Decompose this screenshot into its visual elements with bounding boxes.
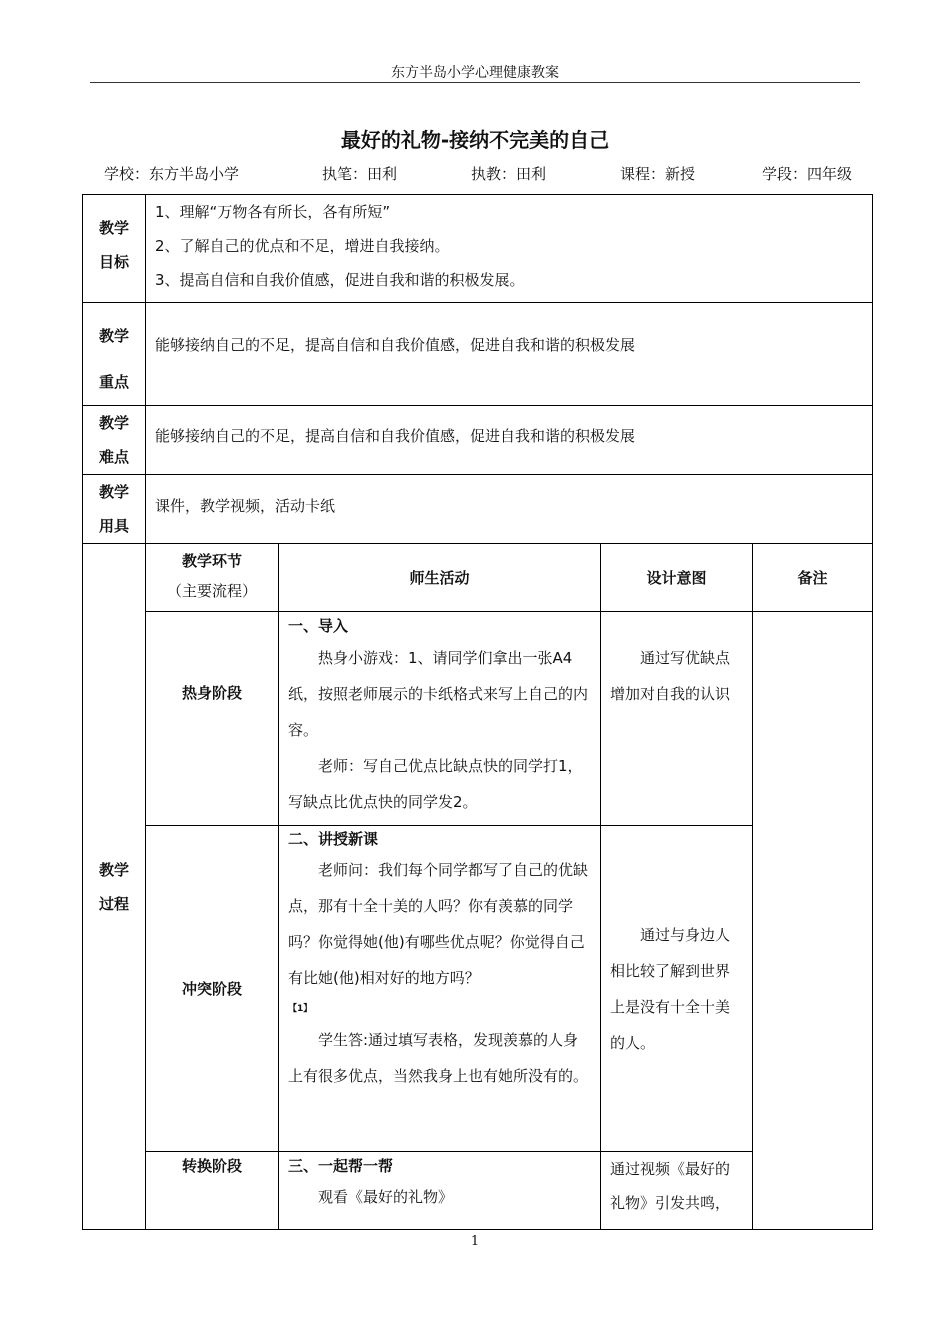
page-number: 1 xyxy=(470,1234,480,1249)
tools-row xyxy=(83,475,873,544)
goal-item: 2、了解自己的优点和不足，增进自我接纳。 xyxy=(155,237,450,255)
note-header: 备注 xyxy=(753,544,873,612)
activity-cell xyxy=(279,826,601,1152)
activity-header: 师生活动 xyxy=(279,544,601,612)
page-header: 东方半岛小学心理健康教案 xyxy=(90,64,860,83)
stage-cell: 冲突阶段 xyxy=(146,826,279,1152)
info-writer: 执笔：田利 xyxy=(322,165,398,183)
goal-item: 1、理解“万物各有所长，各有所短” xyxy=(155,203,391,221)
intent-header: 设计意图 xyxy=(601,544,753,612)
goals-content xyxy=(146,195,873,303)
key-label: 教学 重点 xyxy=(83,303,146,406)
intent-cell: 通过与身边人相比较了解到世界上是没有十全十美的人。 xyxy=(601,826,753,1152)
stage-header: 教学环节 （主要流程） xyxy=(146,544,279,612)
activity-cell xyxy=(279,1152,601,1230)
tools-label: 教学 用具 xyxy=(83,475,146,544)
process-row-warmup xyxy=(83,612,873,826)
difficulty-label: 教学 难点 xyxy=(83,406,146,475)
tools-content: 课件，教学视频，活动卡纸 xyxy=(146,475,873,544)
goals-row xyxy=(83,195,873,303)
stage-cell: 热身阶段 xyxy=(146,612,279,826)
goals-label: 教学 目标 xyxy=(83,195,146,303)
info-course: 课程：新授 xyxy=(620,165,696,183)
activity-heading: 一、导入 xyxy=(288,617,349,635)
process-header-row xyxy=(83,544,873,612)
info-grade: 学段：四年级 xyxy=(762,165,853,183)
note-cell xyxy=(753,612,873,1230)
intent-cell: 通过写优缺点增加对自我的认识 xyxy=(601,612,753,826)
difficulty-content: 能够接纳自己的不足，提高自信和自我价值感，促进自我和谐的积极发展 xyxy=(146,406,873,475)
key-content: 能够接纳自己的不足，提高自信和自我价值感，促进自我和谐的积极发展 xyxy=(146,303,873,406)
activity-heading: 二、讲授新课 xyxy=(288,830,379,848)
key-row xyxy=(83,303,873,406)
goal-item: 3、提高自信和自我价值感，促进自我和谐的积极发展。 xyxy=(155,271,525,289)
lesson-plan-table xyxy=(82,194,873,1230)
difficulty-row xyxy=(83,406,873,475)
activity-paragraph: 老师问：我们每个同学都写了自己的优缺点，那有十全十美的人吗？你有羡慕的同学吗？你觉得她(他)有哪些优点呢？你觉得自己有比她(他)相对好的地方吗？ xyxy=(288,861,589,987)
info-teacher: 执教：田利 xyxy=(471,165,547,183)
process-label: 教学 过程 xyxy=(83,544,146,1230)
info-school: 学校：东方半岛小学 xyxy=(104,165,240,183)
activity-cell xyxy=(279,612,601,826)
activity-paragraph: 观看《最好的礼物》 xyxy=(318,1188,454,1206)
activity-paragraph: 热身小游戏：1、请同学们拿出一张A4纸，按照老师展示的卡纸格式来写上自己的内容。 xyxy=(288,649,589,739)
document-title: 最好的礼物-接纳不完美的自己 xyxy=(340,128,610,152)
intent-cell: 通过视频《最好的礼物》引发共鸣， xyxy=(601,1152,753,1230)
activity-heading: 三、一起帮一帮 xyxy=(288,1157,394,1175)
activity-paragraph: 老师：写自己优点比缺点快的同学打1，写缺点比优点快的同学发2。 xyxy=(288,757,583,811)
stage-cell: 转换阶段 xyxy=(146,1152,279,1230)
activity-paragraph: 学生答:通过填写表格，发现羡慕的人身上有很多优点，当然我身上也有她所没有的。 xyxy=(288,1031,589,1085)
reference-marker: 【1】 xyxy=(288,1004,313,1014)
